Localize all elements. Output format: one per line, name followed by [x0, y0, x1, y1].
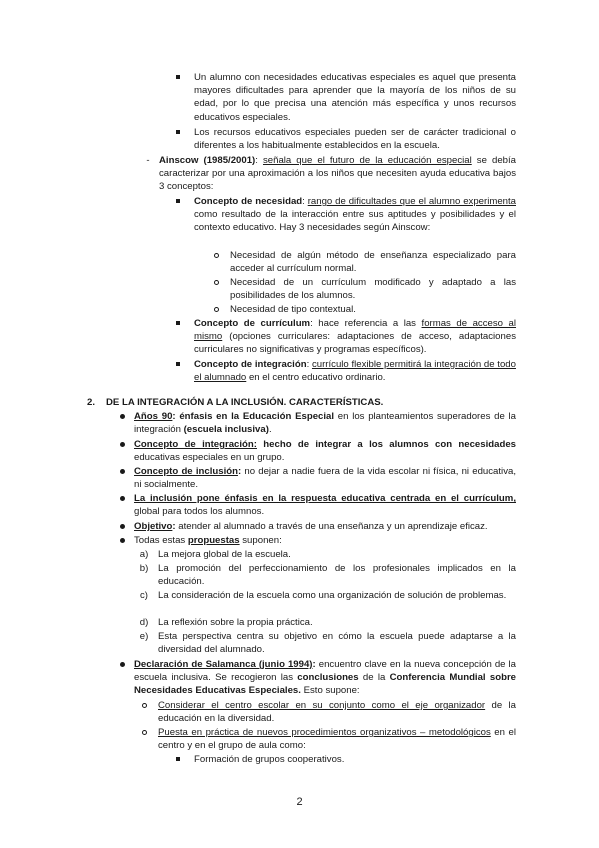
item-text: Considerar el centro escolar en su conjunto como el eje organizador de la educación en la diversidad. — [158, 700, 516, 725]
square-bullet-icon — [172, 358, 184, 371]
list-item — [210, 276, 516, 302]
item-text: Necesidad de un currículum modificado y adaptado a las posibilidades de los alumnos. — [230, 277, 516, 302]
item-text: Todas estas propuestas suponen: — [134, 535, 282, 546]
list-item — [138, 630, 516, 656]
item-text: Objetivo: atender al alumnado a través de una enseñanza y un aprendizaje eficaz. — [134, 521, 488, 532]
item-text: La mejora global de la escuela. — [158, 549, 291, 560]
letter-marker: b) — [139, 563, 149, 574]
item-text: La consideración de la escuela como una organización de solución de problemas. — [158, 590, 507, 601]
item-text: Declaración de Salamanca (junio 1994): encuentro clave en la nueva concepción de la escuela inclusiva. Se recogieron las conclusiones de la Conferencia Mundial sobre Necesidades Educativas Especiales. Esto supone: — [134, 659, 517, 697]
list-item — [172, 126, 516, 152]
item-text: Un alumno con necesidades educativas especiales es aquel que presenta mayores dificultades para aprender que la mayoría de los niños de su edad, por lo que precisa una atención más específica y unos recursos educativos especiales. — [194, 72, 516, 123]
item-text: La reflexión sobre la propia práctica. — [158, 617, 313, 628]
list-item — [138, 616, 516, 629]
list-item — [172, 753, 516, 766]
letter-marker: e) — [139, 631, 149, 642]
dot-bullet-icon — [116, 520, 128, 533]
heading-text: DE LA INTEGRACIÓN A LA INCLUSIÓN. CARACTERÍSTICAS. — [106, 397, 384, 408]
list-item — [116, 520, 516, 533]
item-text: La promoción del perfeccionamiento de los profesionales implicados en la educación. — [158, 563, 516, 588]
list-item — [116, 534, 516, 547]
item-text: Necesidad de tipo contextual. — [230, 304, 356, 315]
square-bullet-icon — [172, 71, 184, 84]
item-text: Concepto de inclusión: no dejar a nadie fuera de la vida escolar ni física, ni educativa, ni socialmente. — [134, 466, 516, 491]
list-item — [172, 71, 516, 124]
list-item — [116, 465, 516, 491]
square-bullet-icon — [172, 195, 184, 208]
letter-marker: d) — [139, 617, 149, 628]
item-text: Los recursos educativos especiales pueden ser de carácter tradicional o diferentes a los habitualmente establecidos en la escuela. — [194, 127, 516, 152]
dot-bullet-icon — [116, 658, 128, 671]
list-item — [210, 249, 516, 275]
square-bullet-icon — [172, 317, 184, 330]
item-text: Concepto de necesidad: rango de dificultades que el alumno experimenta como resultado de la interacción entre sus aptitudes y posibilidades y el contexto educativo. Hay 3 necesidades según Ainscow: — [194, 196, 516, 234]
list-item — [172, 317, 516, 357]
list-item — [116, 438, 516, 464]
item-text: Concepto de integración: currículo flexible permitirá la integración de todo el alumnado en el centro educativo ordinario. — [194, 359, 516, 384]
page-number: 2 — [296, 796, 303, 808]
item-text: Esta perspectiva centra su objetivo en cómo la escuela puede adaptarse a la diversidad del alumnado. — [158, 631, 516, 656]
item-text: Ainscow (1985/2001): señala que el futuro de la educación especial se debía caracterizar por una aproximación a los niños que necesiten ayuda educativa bajos 3 conceptos: — [159, 155, 516, 193]
list-item — [210, 303, 516, 316]
section-heading — [85, 396, 516, 409]
item-text: Concepto de integración: hecho de integrar a los alumnos con necesidades educativas especiales en un grupo. — [134, 439, 516, 464]
item-text: Formación de grupos cooperativos. — [194, 754, 345, 765]
list-item — [116, 658, 516, 698]
list-item — [138, 589, 516, 602]
dot-bullet-icon — [116, 465, 128, 478]
circle-bullet-icon — [138, 699, 150, 712]
dot-bullet-icon — [116, 492, 128, 505]
circle-bullet-icon — [210, 276, 222, 289]
item-text: Necesidad de algún método de enseñanza especializado para acceder al currículum normal. — [230, 250, 516, 275]
dash-marker: - — [146, 155, 150, 166]
letter-marker: a) — [139, 549, 149, 560]
list-item — [138, 726, 516, 752]
dot-bullet-icon — [116, 534, 128, 547]
circle-bullet-icon — [210, 249, 222, 262]
list-item — [138, 548, 516, 561]
item-text: Concepto de currículum: hace referencia a las formas de acceso al mismo (opciones curriculares: adaptaciones de acceso, adaptaciones curriculares no significativas y programas específicos). — [194, 318, 517, 356]
list-item — [116, 492, 516, 518]
circle-bullet-icon — [138, 726, 150, 739]
circle-bullet-icon — [210, 303, 222, 316]
item-text: La inclusión pone énfasis en la respuesta educativa centrada en el currículum, global para todos los alumnos. — [134, 493, 516, 518]
list-item — [172, 358, 516, 384]
square-bullet-icon — [172, 126, 184, 139]
list-item — [138, 699, 516, 725]
section-number: 2. — [86, 397, 95, 408]
dot-bullet-icon — [116, 410, 128, 423]
list-item — [116, 410, 516, 436]
list-item — [142, 154, 516, 194]
list-item — [172, 195, 516, 235]
item-text: Puesta en práctica de nuevos procedimientos organizativos – metodológicos en el centro y en el grupo de aula como: — [158, 727, 516, 752]
dot-bullet-icon — [116, 438, 128, 451]
square-bullet-icon — [172, 753, 184, 766]
letter-marker: c) — [140, 590, 148, 601]
item-text: Años 90: énfasis en la Educación Especial en los planteamientos superadores de la integración (escuela inclusiva). — [134, 411, 516, 436]
list-item — [138, 562, 516, 588]
